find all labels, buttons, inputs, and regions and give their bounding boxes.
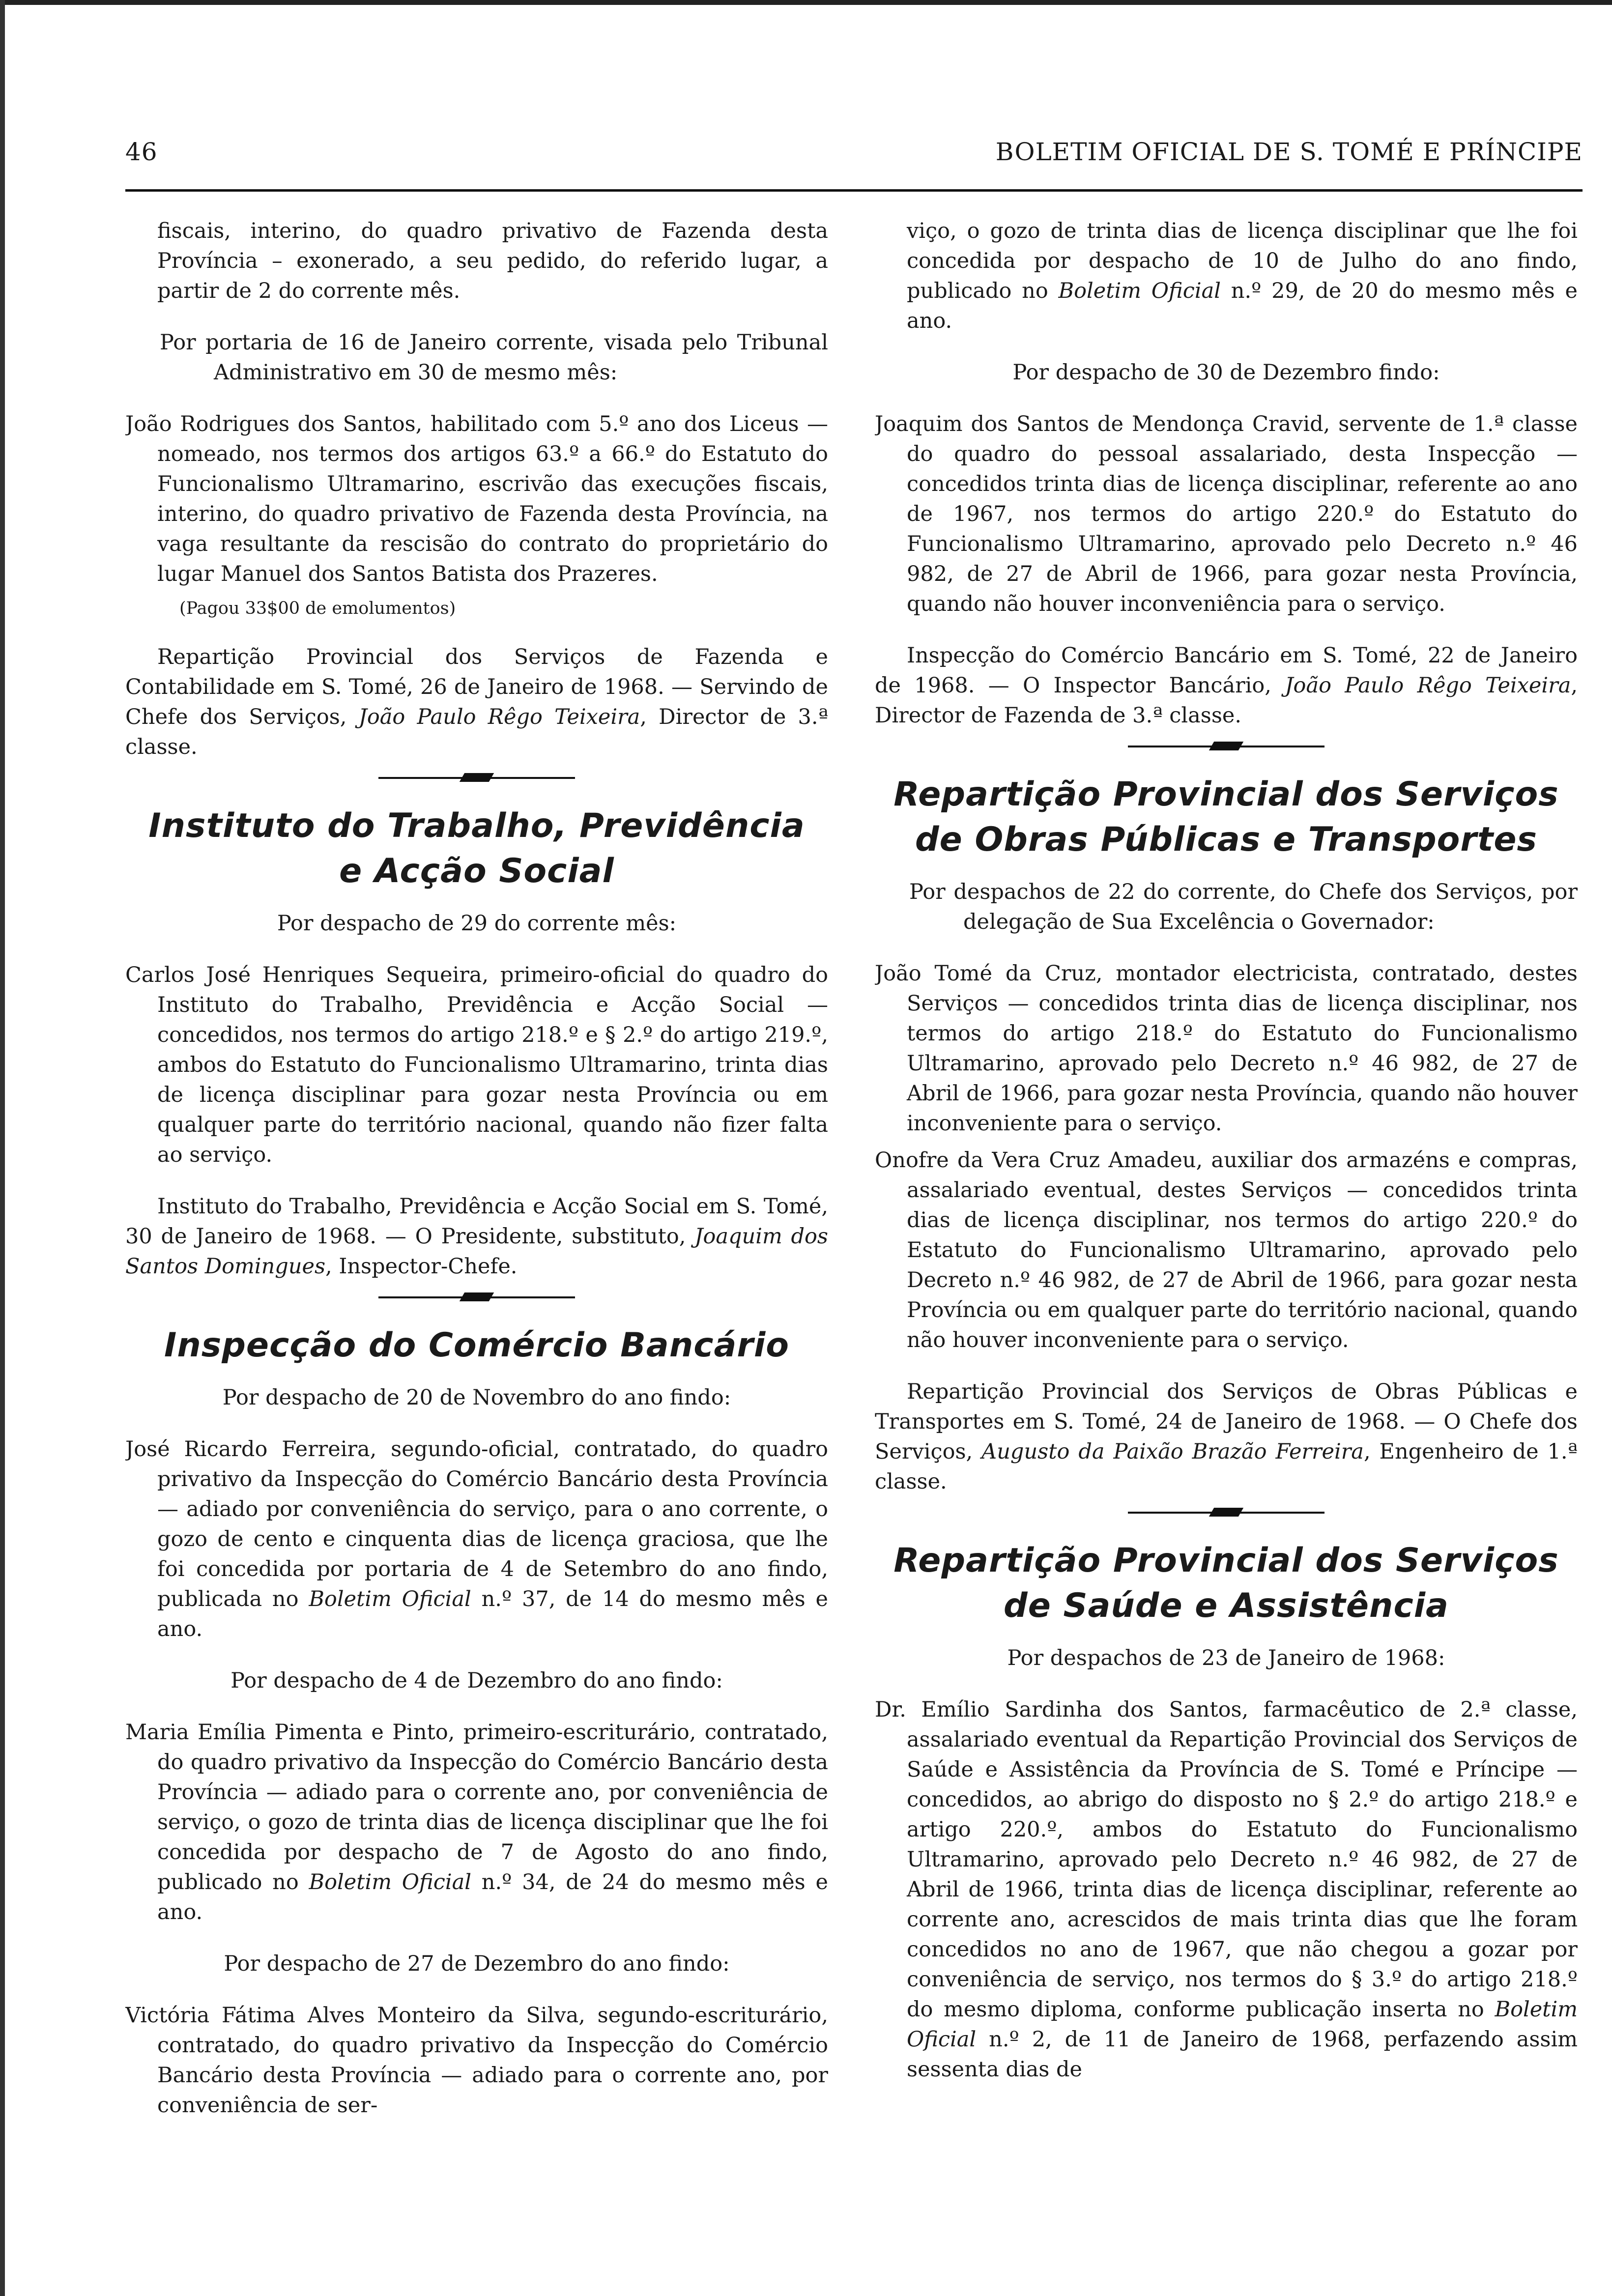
continued-paragraph-right: viço, o gozo de trinta dias de licença disciplinar que lhe foi concedida por despacho de 10 de Julho do ano findo, publicado no Boletim Oficial n.º 29, de 20 do mesmo mês e ano.: [907, 219, 1578, 333]
entry-joaquim: Joaquim dos Santos de Mendonça Cravid, servente de 1.ª classe do quadro do pessoal assalariado, desta Inspecção — concedidos trinta dias de licença disciplinar, referente ao ano de 1967, nos termos do artigo 220.º do Estatuto do Funcionalismo Ultramarino, aprovado pelo Decreto n.º 46 982, de 27 de Abril de 1966, para gozar nesta Província, quando não houver inconveniência para o serviço.: [875, 412, 1578, 616]
obras-signoff: Repartição Provincial dos Serviços de Obras Públicas e Transportes em S. Tomé, 24 de Janeiro de 1968. — O Chefe dos Serviços, Augusto da Paixão Brazão Ferreira, Engenheiro de 1.ª classe.: [875, 1379, 1578, 1494]
page-header: [125, 123, 1583, 167]
entry-emilio: Dr. Emílio Sardinha dos Santos, farmacêutico de 2.ª classe, assalariado eventual da Repartição Provincial dos Serviços de Saúde e Assistência da Província de S. Tomé e Príncipe — concedidos, ao abrigo do disposto no § 2.º do artigo 218.º e artigo 220.º, ambos do Estatuto do Funcionalismo Ultramarino, aprovado pelo Decreto n.º 46 982, de 27 de Abril de 1966, trinta dias de licença disciplinar, referente ao corrente ano, acrescidos de mais trinta dias que lhe foram concedidos no ano de 1967, que não chegou a gozar por conveniência de serviço, nos termos do § 3.º do artigo 218.º do mesmo diploma, conforme publicação inserta no Boletim Oficial n.º 2, de 11 de Janeiro de 1968, perfazendo assim sessenta dias de: [875, 1697, 1578, 2082]
inspeccao-signoff-name: João Paulo Rêgo Teixeira: [1285, 673, 1571, 698]
page-frame-left: [0, 0, 5, 2296]
saude-despacho: Por despachos de 23 de Janeiro de 1968:: [1007, 1646, 1445, 1670]
entry-victoria: Victória Fátima Alves Monteiro da Silva, segundo-escriturário, contratado, do quadro privativo da Inspecção do Comércio Bancário desta Província — adiado para o corrente ano, por conveniência de ser-: [125, 2003, 828, 2118]
entry-carlos-jose: Carlos José Henriques Sequeira, primeiro-oficial do quadro do Instituto do Trabalho, Previdência e Acção Social — concedidos, nos termos do artigo 218.º e § 2.º do artigo 219.º, ambos do Estatuto do Funcionalismo Ultramarino, trinta dias de licença disciplinar para gozar nesta Província ou em qualquer parte do território nacional, quando não fizer falta ao serviço.: [125, 963, 828, 1167]
entry-maria-emilia: Maria Emília Pimenta e Pinto, primeiro-escriturário, contratado, do quadro privativo da Inspecção do Comércio Bancário desta Província — adiado para o corrente ano, por conveniência de serviço, o gozo de trinta dias de licença disciplinar que lhe foi concedida por despacho de 7 de Agosto do ano findo, publicado no Boletim Oficial n.º 34, de 24 do mesmo mês e ano.: [125, 1720, 828, 1924]
section-title-saude: Repartição Provincial dos Serviços de Saúde e Assistência: [893, 1541, 1559, 1625]
left-column: [125, 216, 828, 2261]
entry-jose-ricardo: José Ricardo Ferreira, segundo-oficial, contratado, do quadro privativo da Inspecção do Comércio Bancário desta Província — adiado por conveniência do serviço, para o ano corrente, o gozo de cento e cinquenta dias de licença graciosa, que lhe foi concedida por portaria de 4 de Setembro do ano findo, publicada no Boletim Oficial n.º 37, de 14 do mesmo mês e ano.: [125, 1437, 828, 1641]
right-column: [875, 216, 1578, 2261]
instituto-signoff-name: Joaquim dos Santos Domingues: [125, 1224, 828, 1279]
instituto-signoff: Instituto do Trabalho, Previdência e Acção Social em S. Tomé, 30 de Janeiro de 1968. — O Presidente, substituto, Joaquim dos Santos Domingues, Inspector-Chefe.: [125, 1194, 828, 1279]
section-divider: [1128, 746, 1324, 747]
entry-joao-rodrigues: João Rodrigues dos Santos, habilitado com 5.º ano dos Liceus — nomeado, nos termos dos artigos 63.º a 66.º do Estatuto do Funcionalismo Ultramarino, escrivão das execuções fiscais, interino, do quadro privativo de Fazenda desta Província, na vaga resultante da rescisão do contrato do proprietário do lugar Manuel dos Santos Batista dos Prazeres.: [125, 412, 828, 586]
section-divider: [378, 777, 575, 779]
emolumentos-note: (Pagou 33$00 de emolumentos): [179, 599, 456, 618]
page-number: 46: [125, 138, 158, 166]
fazenda-signoff-name: João Paulo Rêgo Teixeira: [358, 705, 640, 729]
inspeccao-despacho-1: Por despacho de 20 de Novembro do ano findo:: [222, 1385, 731, 1410]
section-title-obras: Repartição Provincial dos Serviços de Obras Públicas e Transportes: [893, 775, 1559, 859]
entry-onofre: Onofre da Vera Cruz Amadeu, auxiliar dos armazéns e compras, assalariado eventual, destes Serviços — concedidos trinta dias de licença disciplinar, nos termos do artigo 220.º do Estatuto do Funcionalismo Ultramarino, aprovado pelo Decreto n.º 46 982, de 27 de Abril de 1966, para gozar nesta Província ou em qualquer parte do território nacional, quando não houver inconveniente para o serviço.: [875, 1148, 1578, 1352]
instituto-despacho: Por despacho de 29 do corrente mês:: [277, 911, 677, 936]
entry-joao-tome: João Tomé da Cruz, montador electricista, contratado, destes Serviços — concedidos trinta dias de licença disciplinar, nos termos do artigo 218.º do Estatuto do Funcionalismo Ultramarino, aprovado pelo Decreto n.º 46 982, de 27 de Abril de 1966, para gozar nesta Província, quando não houver inconveniente para o serviço.: [875, 961, 1578, 1136]
section-divider: [378, 1296, 575, 1298]
fazenda-signoff: Repartição Provincial dos Serviços de Fazenda e Contabilidade em S. Tomé, 26 de Janeiro de 1968. — Servindo de Chefe dos Serviços, João Paulo Rêgo Teixeira, Director de 3.ª classe.: [125, 645, 828, 759]
obras-signoff-name: Augusto da Paixão Brazão Ferreira: [981, 1439, 1364, 1464]
section-title-inspeccao: Inspecção do Comércio Bancário: [164, 1326, 789, 1365]
section-divider: [1128, 1512, 1324, 1514]
obras-despacho: Por despachos de 22 do corrente, do Chefe dos Serviços, por delegação de Sua Excelência o Governador:: [909, 880, 1578, 934]
inspeccao-despacho-2: Por despacho de 4 de Dezembro do ano findo:: [230, 1668, 723, 1693]
section-title-instituto: Instituto do Trabalho, Previdência e Acção Social: [148, 806, 805, 890]
header-rule: [125, 189, 1583, 192]
journal-title: BOLETIM OFICIAL DE S. TOMÉ E PRÍNCIPE: [995, 138, 1583, 166]
inspeccao-despacho-3: Por despacho de 27 de Dezembro do ano findo:: [224, 1952, 730, 1976]
continued-paragraph: fiscais, interino, do quadro privativo de Fazenda desta Província – exonerado, a seu pedido, do referido lugar, a partir de 2 do corrente mês.: [157, 219, 828, 303]
despacho-dezembro: Por despacho de 30 de Dezembro findo:: [1012, 360, 1440, 385]
page-frame-top: [0, 0, 1612, 5]
portaria-intro: Por portaria de 16 de Janeiro corrente, visada pelo Tribunal Administrativo em 30 de mesmo mês:: [160, 330, 828, 385]
inspeccao-signoff: Inspecção do Comércio Bancário em S. Tomé, 22 de Janeiro de 1968. — O Inspector Bancário, João Paulo Rêgo Teixeira, Director de Fazenda de 3.ª classe.: [875, 643, 1578, 728]
